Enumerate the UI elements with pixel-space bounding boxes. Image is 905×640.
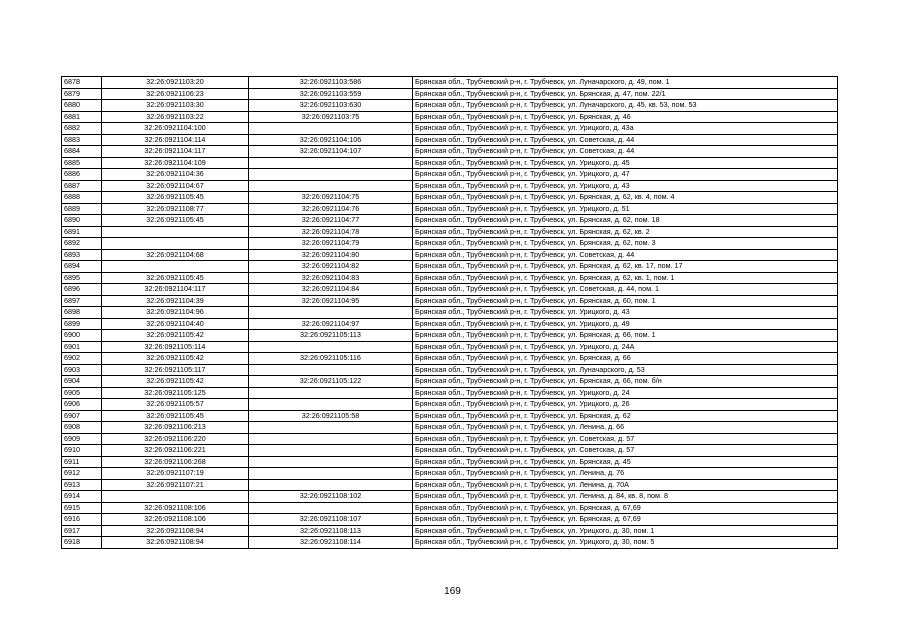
cadastral-number-cell: 32:26:0921104:68 bbox=[102, 249, 249, 261]
address-cell: Брянская обл., Трубчевский р-н, г. Трубчевск, ул. Брянская, д. 62, кв. 17, пом. 17 bbox=[413, 261, 838, 273]
table-row bbox=[62, 100, 838, 112]
address-cell: Брянская обл., Трубчевский р-н, г. Трубчевск, ул. Урицкого, д. 24А bbox=[413, 341, 838, 353]
address-cell: Брянская обл., Трубчевский р-н, г. Трубчевск, ул. Брянская, д. 62 bbox=[413, 410, 838, 422]
row-number-cell: 6890 bbox=[62, 215, 102, 227]
address-cell: Брянская обл., Трубчевский р-н, г. Трубчевск, ул. Урицкого, д. 45 bbox=[413, 157, 838, 169]
related-cadastral-number-cell: 32:26:0921104:95 bbox=[249, 295, 413, 307]
row-number-cell: 6911 bbox=[62, 456, 102, 468]
cadastral-number-cell: 32:26:0921104:36 bbox=[102, 169, 249, 181]
row-number-cell: 6904 bbox=[62, 376, 102, 388]
cadastral-number-cell: 32:26:0921104:96 bbox=[102, 307, 249, 319]
registry-table-body bbox=[62, 77, 838, 549]
table-row bbox=[62, 295, 838, 307]
table-row bbox=[62, 272, 838, 284]
address-cell: Брянская обл., Трубчевский р-н, г. Трубчевск, ул. Урицкого, д. 43а bbox=[413, 123, 838, 135]
address-cell: Брянская обл., Трубчевский р-н, г. Трубчевск, ул. Урицкого, д. 26 bbox=[413, 399, 838, 411]
cadastral-number-cell: 32:26:0921108:106 bbox=[102, 514, 249, 526]
table-row bbox=[62, 318, 838, 330]
table-row bbox=[62, 226, 838, 238]
row-number-cell: 6912 bbox=[62, 468, 102, 480]
related-cadastral-number-cell: 32:26:0921104:97 bbox=[249, 318, 413, 330]
row-number-cell: 6883 bbox=[62, 134, 102, 146]
cadastral-number-cell: 32:26:0921105:42 bbox=[102, 330, 249, 342]
cadastral-number-cell: 32:26:0921104:39 bbox=[102, 295, 249, 307]
table-row bbox=[62, 169, 838, 181]
related-cadastral-number-cell: 32:26:0921105:58 bbox=[249, 410, 413, 422]
row-number-cell: 6884 bbox=[62, 146, 102, 158]
row-number-cell: 6879 bbox=[62, 88, 102, 100]
cadastral-number-cell: 32:26:0921103:30 bbox=[102, 100, 249, 112]
table-row bbox=[62, 387, 838, 399]
cadastral-number-cell: 32:26:0921105:114 bbox=[102, 341, 249, 353]
row-number-cell: 6917 bbox=[62, 525, 102, 537]
cadastral-number-cell: 32:26:0921106:213 bbox=[102, 422, 249, 434]
row-number-cell: 6878 bbox=[62, 77, 102, 89]
cadastral-number-cell: 32:26:0921105:57 bbox=[102, 399, 249, 411]
row-number-cell: 6913 bbox=[62, 479, 102, 491]
cadastral-number-cell: 32:26:0921104:67 bbox=[102, 180, 249, 192]
cadastral-number-cell bbox=[102, 491, 249, 503]
related-cadastral-number-cell: 32:26:0921104:79 bbox=[249, 238, 413, 250]
cadastral-number-cell: 32:26:0921108:94 bbox=[102, 525, 249, 537]
related-cadastral-number-cell bbox=[249, 387, 413, 399]
related-cadastral-number-cell bbox=[249, 468, 413, 480]
table-row bbox=[62, 146, 838, 158]
row-number-cell: 6898 bbox=[62, 307, 102, 319]
related-cadastral-number-cell: 32:26:0921103:630 bbox=[249, 100, 413, 112]
address-cell: Брянская обл., Трубчевский р-н, г. Трубчевск, ул. Брянская, д. 67,69 bbox=[413, 514, 838, 526]
address-cell: Брянская обл., Трубчевский р-н, г. Трубчевск, ул. Урицкого, д. 47 bbox=[413, 169, 838, 181]
table-row bbox=[62, 410, 838, 422]
address-cell: Брянская обл., Трубчевский р-н, г. Трубчевск, ул. Урицкого, д. 43 bbox=[413, 180, 838, 192]
address-cell: Брянская обл., Трубчевский р-н, г. Трубчевск, ул. Урицкого, д. 24 bbox=[413, 387, 838, 399]
row-number-cell: 6910 bbox=[62, 445, 102, 457]
address-cell: Брянская обл., Трубчевский р-н, г. Трубчевск, ул. Брянская, д. 45 bbox=[413, 456, 838, 468]
registry-table bbox=[61, 76, 838, 549]
row-number-cell: 6907 bbox=[62, 410, 102, 422]
related-cadastral-number-cell bbox=[249, 169, 413, 181]
related-cadastral-number-cell: 32:26:0921104:106 bbox=[249, 134, 413, 146]
address-cell: Брянская обл., Трубчевский р-н, г. Трубчевск, ул. Брянская, д. 46 bbox=[413, 111, 838, 123]
table-row bbox=[62, 479, 838, 491]
related-cadastral-number-cell: 32:26:0921104:84 bbox=[249, 284, 413, 296]
cadastral-number-cell: 32:26:0921104:109 bbox=[102, 157, 249, 169]
cadastral-number-cell: 32:26:0921105:45 bbox=[102, 215, 249, 227]
table-row bbox=[62, 376, 838, 388]
related-cadastral-number-cell bbox=[249, 502, 413, 514]
table-row bbox=[62, 353, 838, 365]
related-cadastral-number-cell: 32:26:0921108:102 bbox=[249, 491, 413, 503]
cadastral-number-cell: 32:26:0921107:21 bbox=[102, 479, 249, 491]
row-number-cell: 6918 bbox=[62, 537, 102, 549]
row-number-cell: 6881 bbox=[62, 111, 102, 123]
table-row bbox=[62, 445, 838, 457]
address-cell: Брянская обл., Трубчевский р-н, г. Трубчевск, ул. Луначарского, д. 45, кв. 53, пом. 53 bbox=[413, 100, 838, 112]
table-row bbox=[62, 77, 838, 89]
related-cadastral-number-cell: 32:26:0921104:83 bbox=[249, 272, 413, 284]
row-number-cell: 6906 bbox=[62, 399, 102, 411]
address-cell: Брянская обл., Трубчевский р-н, г. Трубчевск, ул. Ленина, д. 66 bbox=[413, 422, 838, 434]
address-cell: Брянская обл., Трубчевский р-н, г. Трубчевск, ул. Ленина, д. 76 bbox=[413, 468, 838, 480]
related-cadastral-number-cell: 32:26:0921104:80 bbox=[249, 249, 413, 261]
related-cadastral-number-cell: 32:26:0921108:114 bbox=[249, 537, 413, 549]
related-cadastral-number-cell bbox=[249, 157, 413, 169]
related-cadastral-number-cell: 32:26:0921108:113 bbox=[249, 525, 413, 537]
table-row bbox=[62, 433, 838, 445]
row-number-cell: 6903 bbox=[62, 364, 102, 376]
table-row bbox=[62, 422, 838, 434]
row-number-cell: 6887 bbox=[62, 180, 102, 192]
row-number-cell: 6885 bbox=[62, 157, 102, 169]
cadastral-number-cell: 32:26:0921105:117 bbox=[102, 364, 249, 376]
cadastral-number-cell bbox=[102, 238, 249, 250]
related-cadastral-number-cell: 32:26:0921104:76 bbox=[249, 203, 413, 215]
address-cell: Брянская обл., Трубчевский р-н, г. Трубчевск, ул. Урицкого, д. 51 bbox=[413, 203, 838, 215]
table-row bbox=[62, 537, 838, 549]
address-cell: Брянская обл., Трубчевский р-н, г. Трубчевск, ул. Луначарского, д. 49, пом. 1 bbox=[413, 77, 838, 89]
cadastral-number-cell: 32:26:0921105:42 bbox=[102, 376, 249, 388]
table-row bbox=[62, 468, 838, 480]
address-cell: Брянская обл., Трубчевский р-н, г. Трубчевск, ул. Брянская, д. 47, пом. 22/1 bbox=[413, 88, 838, 100]
related-cadastral-number-cell: 32:26:0921104:107 bbox=[249, 146, 413, 158]
row-number-cell: 6916 bbox=[62, 514, 102, 526]
address-cell: Брянская обл., Трубчевский р-н, г. Трубчевск, ул. Ленина, д. 70А bbox=[413, 479, 838, 491]
cadastral-number-cell: 32:26:0921104:100 bbox=[102, 123, 249, 135]
address-cell: Брянская обл., Трубчевский р-н, г. Трубчевск, ул. Брянская, д. 62, кв. 2 bbox=[413, 226, 838, 238]
related-cadastral-number-cell bbox=[249, 399, 413, 411]
address-cell: Брянская обл., Трубчевский р-н, г. Трубчевск, ул. Советская, д. 57 bbox=[413, 445, 838, 457]
row-number-cell: 6882 bbox=[62, 123, 102, 135]
table-row bbox=[62, 134, 838, 146]
row-number-cell: 6914 bbox=[62, 491, 102, 503]
related-cadastral-number-cell bbox=[249, 307, 413, 319]
related-cadastral-number-cell: 32:26:0921103:559 bbox=[249, 88, 413, 100]
related-cadastral-number-cell: 32:26:0921104:77 bbox=[249, 215, 413, 227]
row-number-cell: 6897 bbox=[62, 295, 102, 307]
row-number-cell: 6891 bbox=[62, 226, 102, 238]
cadastral-number-cell: 32:26:0921105:42 bbox=[102, 353, 249, 365]
address-cell: Брянская обл., Трубчевский р-н, г. Трубчевск, ул. Брянская, д. 60, пом. 1 bbox=[413, 295, 838, 307]
address-cell: Брянская обл., Трубчевский р-н, г. Трубчевск, ул. Советская, д. 44 bbox=[413, 146, 838, 158]
row-number-cell: 6901 bbox=[62, 341, 102, 353]
table-row bbox=[62, 261, 838, 273]
cadastral-number-cell: 32:26:0921106:268 bbox=[102, 456, 249, 468]
address-cell: Брянская обл., Трубчевский р-н, г. Трубчевск, ул. Урицкого, д. 30, пом. 5 bbox=[413, 537, 838, 549]
cadastral-number-cell: 32:26:0921108:106 bbox=[102, 502, 249, 514]
table-row bbox=[62, 192, 838, 204]
row-number-cell: 6894 bbox=[62, 261, 102, 273]
related-cadastral-number-cell: 32:26:0921104:78 bbox=[249, 226, 413, 238]
related-cadastral-number-cell bbox=[249, 341, 413, 353]
cadastral-number-cell: 32:26:0921103:20 bbox=[102, 77, 249, 89]
address-cell: Брянская обл., Трубчевский р-н, г. Трубчевск, ул. Брянская, д. 67,69 bbox=[413, 502, 838, 514]
related-cadastral-number-cell bbox=[249, 445, 413, 457]
cadastral-number-cell: 32:26:0921106:220 bbox=[102, 433, 249, 445]
table-row bbox=[62, 456, 838, 468]
table-row bbox=[62, 502, 838, 514]
address-cell: Брянская обл., Трубчевский р-н, г. Трубчевск, ул. Советская, д. 44 bbox=[413, 249, 838, 261]
address-cell: Брянская обл., Трубчевский р-н, г. Трубчевск, ул. Ленина, д. 84, кв. 8, пом. 8 bbox=[413, 491, 838, 503]
row-number-cell: 6909 bbox=[62, 433, 102, 445]
related-cadastral-number-cell bbox=[249, 422, 413, 434]
cadastral-number-cell: 32:26:0921104:117 bbox=[102, 284, 249, 296]
table-row bbox=[62, 491, 838, 503]
table-row bbox=[62, 399, 838, 411]
page-number: 169 bbox=[444, 586, 461, 597]
table-row bbox=[62, 330, 838, 342]
address-cell: Брянская обл., Трубчевский р-н, г. Трубчевск, ул. Брянская, д. 62, пом. 18 bbox=[413, 215, 838, 227]
related-cadastral-number-cell: 32:26:0921103:586 bbox=[249, 77, 413, 89]
row-number-cell: 6893 bbox=[62, 249, 102, 261]
row-number-cell: 6915 bbox=[62, 502, 102, 514]
cadastral-number-cell bbox=[102, 226, 249, 238]
cadastral-number-cell: 32:26:0921103:22 bbox=[102, 111, 249, 123]
address-cell: Брянская обл., Трубчевский р-н, г. Трубчевск, ул. Урицкого, д. 49 bbox=[413, 318, 838, 330]
row-number-cell: 6886 bbox=[62, 169, 102, 181]
related-cadastral-number-cell: 32:26:0921104:75 bbox=[249, 192, 413, 204]
related-cadastral-number-cell bbox=[249, 479, 413, 491]
cadastral-number-cell: 32:26:0921105:45 bbox=[102, 272, 249, 284]
related-cadastral-number-cell: 32:26:0921103:75 bbox=[249, 111, 413, 123]
cadastral-number-cell: 32:26:0921105:45 bbox=[102, 192, 249, 204]
row-number-cell: 6895 bbox=[62, 272, 102, 284]
table-row bbox=[62, 180, 838, 192]
address-cell: Брянская обл., Трубчевский р-н, г. Трубчевск, ул. Луначарского, д. 53 bbox=[413, 364, 838, 376]
related-cadastral-number-cell: 32:26:0921105:113 bbox=[249, 330, 413, 342]
address-cell: Брянская обл., Трубчевский р-н, г. Трубчевск, ул. Брянская, д. 62, кв. 1, пом. 1 bbox=[413, 272, 838, 284]
address-cell: Брянская обл., Трубчевский р-н, г. Трубчевск, ул. Урицкого, д. 43 bbox=[413, 307, 838, 319]
table-row bbox=[62, 88, 838, 100]
row-number-cell: 6905 bbox=[62, 387, 102, 399]
table-row bbox=[62, 307, 838, 319]
cadastral-number-cell: 32:26:0921105:45 bbox=[102, 410, 249, 422]
table-row bbox=[62, 238, 838, 250]
cadastral-number-cell: 32:26:0921105:125 bbox=[102, 387, 249, 399]
cadastral-number-cell: 32:26:0921104:40 bbox=[102, 318, 249, 330]
address-cell: Брянская обл., Трубчевский р-н, г. Трубчевск, ул. Брянская, д. 66, пом. б/н bbox=[413, 376, 838, 388]
row-number-cell: 6908 bbox=[62, 422, 102, 434]
related-cadastral-number-cell: 32:26:0921108:107 bbox=[249, 514, 413, 526]
table-row bbox=[62, 525, 838, 537]
related-cadastral-number-cell bbox=[249, 180, 413, 192]
table-row bbox=[62, 514, 838, 526]
related-cadastral-number-cell bbox=[249, 433, 413, 445]
related-cadastral-number-cell: 32:26:0921105:116 bbox=[249, 353, 413, 365]
row-number-cell: 6896 bbox=[62, 284, 102, 296]
related-cadastral-number-cell bbox=[249, 123, 413, 135]
related-cadastral-number-cell bbox=[249, 364, 413, 376]
cadastral-number-cell: 32:26:0921106:23 bbox=[102, 88, 249, 100]
address-cell: Брянская обл., Трубчевский р-н, г. Трубчевск, ул. Урицкого, д. 30, пом. 1 bbox=[413, 525, 838, 537]
row-number-cell: 6902 bbox=[62, 353, 102, 365]
row-number-cell: 6880 bbox=[62, 100, 102, 112]
cadastral-number-cell: 32:26:0921108:94 bbox=[102, 537, 249, 549]
cadastral-number-cell: 32:26:0921106:221 bbox=[102, 445, 249, 457]
table-row bbox=[62, 249, 838, 261]
cadastral-number-cell bbox=[102, 261, 249, 273]
address-cell: Брянская обл., Трубчевский р-н, г. Трубчевск, ул. Брянская, д. 66 bbox=[413, 353, 838, 365]
address-cell: Брянская обл., Трубчевский р-н, г. Трубчевск, ул. Брянская, д. 66, пом. 1 bbox=[413, 330, 838, 342]
table-row bbox=[62, 215, 838, 227]
table-row bbox=[62, 284, 838, 296]
row-number-cell: 6889 bbox=[62, 203, 102, 215]
address-cell: Брянская обл., Трубчевский р-н, г. Трубчевск, ул. Брянская, д. 62, кв. 4, пом. 4 bbox=[413, 192, 838, 204]
related-cadastral-number-cell bbox=[249, 456, 413, 468]
address-cell: Брянская обл., Трубчевский р-н, г. Трубчевск, ул. Советская, д. 44 bbox=[413, 134, 838, 146]
row-number-cell: 6899 bbox=[62, 318, 102, 330]
row-number-cell: 6888 bbox=[62, 192, 102, 204]
address-cell: Брянская обл., Трубчевский р-н, г. Трубчевск, ул. Советская, д. 57 bbox=[413, 433, 838, 445]
table-row bbox=[62, 157, 838, 169]
row-number-cell: 6900 bbox=[62, 330, 102, 342]
address-cell: Брянская обл., Трубчевский р-н, г. Трубчевск, ул. Брянская, д. 62, пом. 3 bbox=[413, 238, 838, 250]
table-row bbox=[62, 341, 838, 353]
table-row bbox=[62, 364, 838, 376]
related-cadastral-number-cell: 32:26:0921105:122 bbox=[249, 376, 413, 388]
cadastral-number-cell: 32:26:0921107:19 bbox=[102, 468, 249, 480]
cadastral-number-cell: 32:26:0921104:117 bbox=[102, 146, 249, 158]
table-row bbox=[62, 123, 838, 135]
row-number-cell: 6892 bbox=[62, 238, 102, 250]
table-row bbox=[62, 203, 838, 215]
cadastral-number-cell: 32:26:0921108:77 bbox=[102, 203, 249, 215]
table-row bbox=[62, 111, 838, 123]
address-cell: Брянская обл., Трубчевский р-н, г. Трубчевск, ул. Советская, д. 44, пом. 1 bbox=[413, 284, 838, 296]
cadastral-number-cell: 32:26:0921104:114 bbox=[102, 134, 249, 146]
related-cadastral-number-cell: 32:26:0921104:82 bbox=[249, 261, 413, 273]
